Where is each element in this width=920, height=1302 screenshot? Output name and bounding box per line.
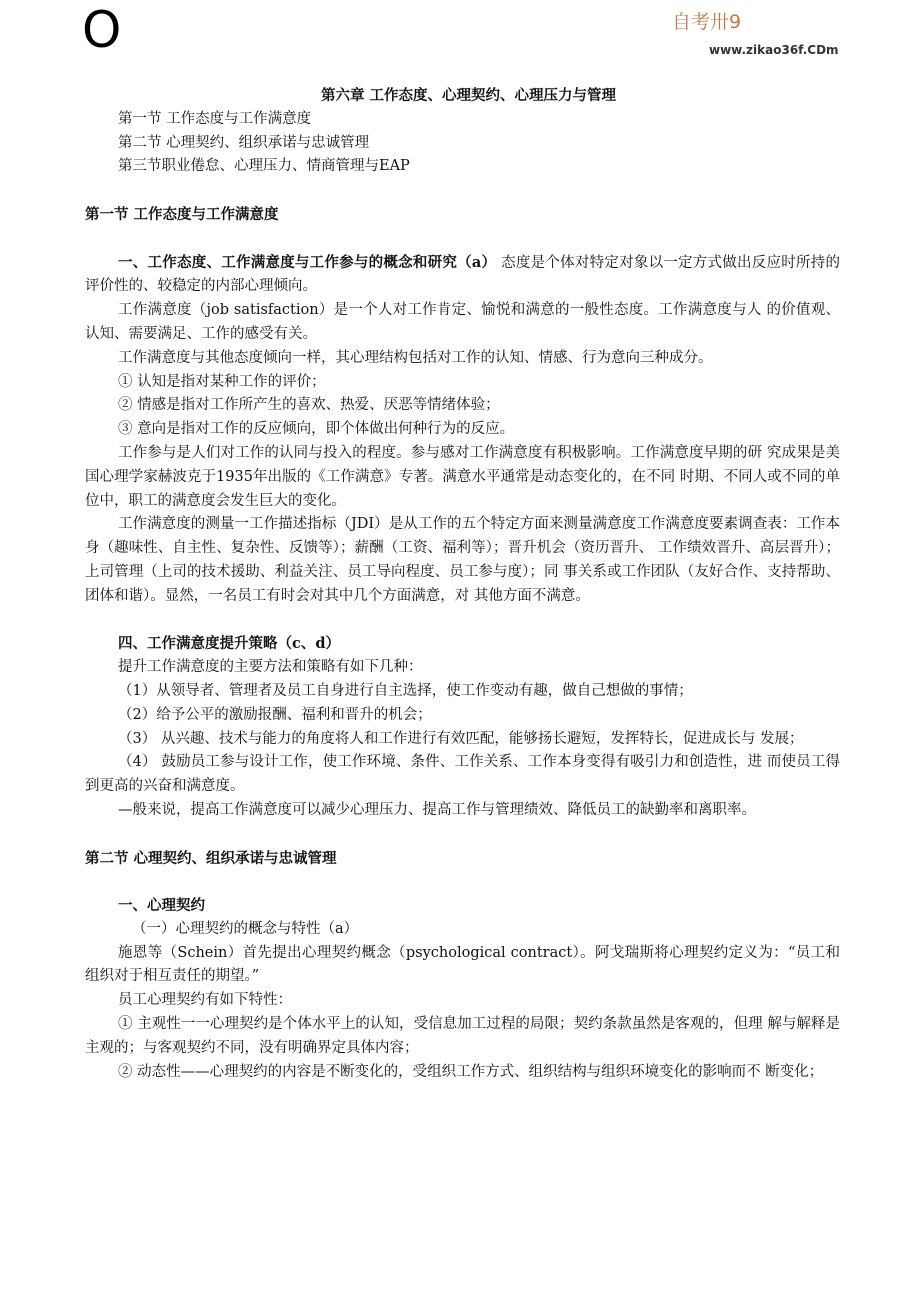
brand-title[interactable]: 自考卅9	[672, 11, 742, 33]
list-item: ③ 意向是指对工作的反应倾向，即个体做出何种行为的反应。	[118, 421, 515, 438]
toc-item: 第二节 心理契约、组织承诺与忠诚管理	[118, 134, 370, 151]
section-heading: 第一节 工作态度与工作满意度	[85, 205, 279, 223]
paragraph-text: 态度是个体对特定对象以一定方式做出反应时所持的评价性的、较稳定的内部心理倾向。	[85, 254, 840, 295]
paragraph: 工作满意度的测量一工作描述指标（JDI）是从工作的五个特定方面来测量满意度工作满意度要素调查表：工作本身（趣味性、自主性、复杂性、反馈等）；薪酬（工资、福利等）；晋升机会（资历晋升、 工作绩效晋升、高层晋升）；上司管理（上司的技术援助、利益关注、员工导向程度、员工参与度）；同 事关系或工作团队（友好合作、支持帮助、团体和谐）。显然，一名员工有时会对其中几个方面满意，对 其他方面不满意。	[85, 516, 840, 604]
chapter-title: 第六章 工作态度、心理契约、心理压力与管理	[320, 87, 617, 104]
list-item: ② 情感是指对工作所产生的喜欢、热爱、厌恶等情绪体验；	[118, 397, 500, 414]
paragraph	[85, 251, 840, 300]
paragraph: 员工心理契约有如下特性：	[118, 992, 292, 1009]
subsection-heading: 一、心理契约	[118, 897, 205, 915]
list-item: ① 认知是指对某种工作的评价；	[118, 373, 326, 390]
logo-circle: O	[82, 1, 122, 59]
paragraph: 提升工作满意度的主要方法和策略有如下几种：	[118, 659, 423, 676]
brand-url[interactable]: www.zikao36f.CDm	[709, 43, 839, 57]
paragraph: —般来说，提高工作满意度可以减少心理压力、提高工作与管理绩效、降低员工的缺勤率和离职率。	[118, 801, 756, 818]
toc-item: 第三节职业倦怠、心理压力、情商管理与EAP	[118, 158, 410, 175]
toc-item: 第一节 工作态度与工作满意度	[118, 110, 312, 127]
paragraph: 工作参与是人们对工作的认同与投入的程度。参与感对工作满意度有积极影响。工作满意度早期的研 究成果是美国心理学家赫波克于1935年出版的《工作满意》专著。满意水平通常是动态变化的，在不同 时期、不同人或不同的单位中，职工的满意度会发生巨大的变化。	[85, 444, 840, 509]
sub-heading: （一）心理契约的概念与特性（a）	[132, 920, 359, 937]
list-item: （4） 鼓励员工参与设计工作，使工作环境、条件、工作关系、工作本身变得有吸引力和创造性，进 而使员工得到更高的兴奋和满意度。	[85, 754, 840, 795]
paragraph: 工作满意度与其他态度倾向一样，其心理结构包括对工作的认知、情感、行为意向三种成分。	[118, 349, 713, 366]
list-item: ① 主观性一一心理契约是个体水平上的认知，受信息加工过程的局限；契约条款虽然是客观的，但理 解与解释是主观的；与客观契约不同，没有明确界定具体内容；	[85, 1016, 840, 1056]
document-body	[85, 84, 840, 1084]
list-item: （2）给予公平的激励报酬、福利和晋升的机会；	[118, 706, 432, 723]
section-heading: 第二节 心理契约、组织承诺与忠诚管理	[85, 849, 337, 867]
paragraph: 施恩等（Schein）首先提出心理契约概念（psychological contract）。阿戈瑞斯将心理契约定义为：“员工和组织对于相互责任的期望。”	[85, 944, 840, 985]
list-item: ② 动态性——心理契约的内容是不断变化的，受组织工作方式、组织结构与组织环境变化的影响而不 断变化；	[118, 1063, 824, 1080]
list-item: （1）从领导者、管理者及员工自身进行自主选择，使工作变动有趣，做自己想做的事情；	[118, 682, 693, 699]
subsection-heading: 一、工作态度、工作满意度与工作参与的概念和研究（a）	[118, 253, 497, 271]
subsection-heading: 四、工作满意度提升策略（c、d）	[118, 635, 340, 653]
list-item: （3） 从兴趣、技术与能力的角度将人和工作进行有效匹配，能够扬长避短，发挥特长，促进成长与 发展；	[118, 730, 804, 747]
paragraph: 工作满意度（job satisfaction）是一个人对工作肯定、愉悦和满意的一般性态度。工作满意度与人 的价值观、认知、需要满足、工作的感受有关。	[85, 302, 840, 342]
